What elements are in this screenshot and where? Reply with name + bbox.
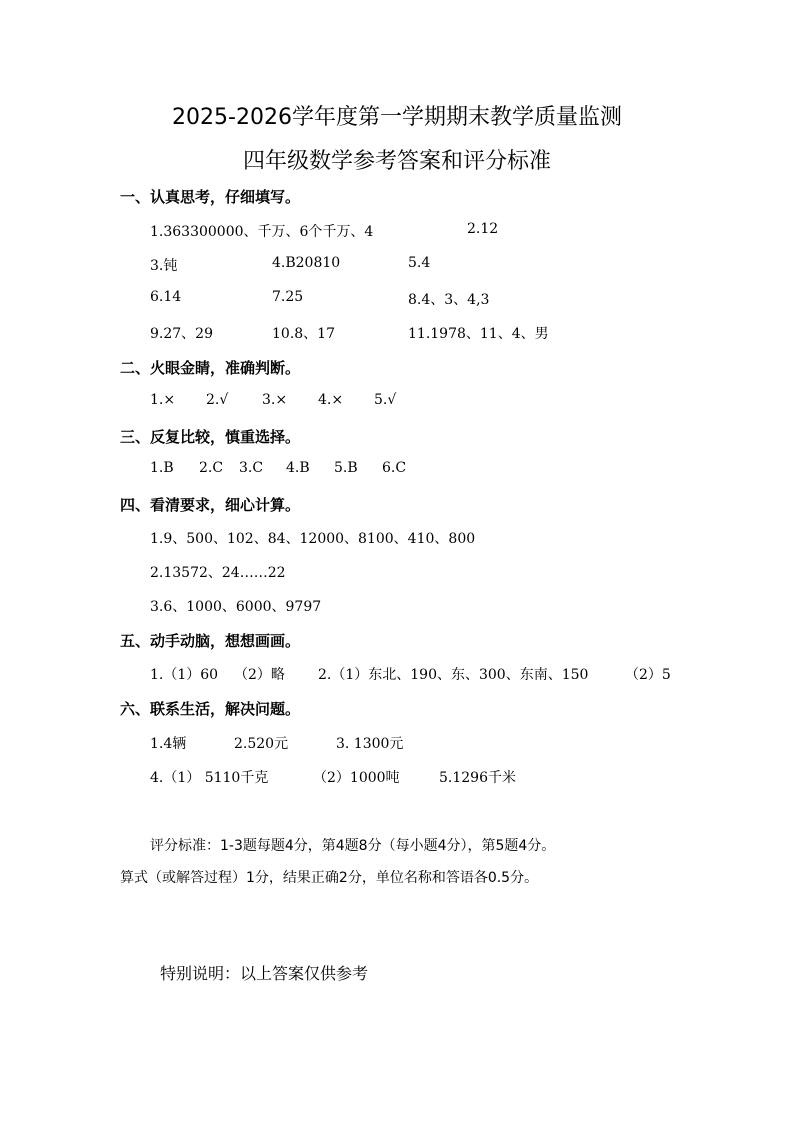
answer-2-2: 2.√ — [206, 392, 229, 408]
answer-6-4-2: （2）1000吨 — [313, 770, 400, 786]
answer-4-1: 1.9、500、102、84、12000、8100、410、800 — [150, 531, 476, 547]
answer-3-6: 6.C — [382, 460, 407, 476]
answer-1-5: 5.4 — [408, 255, 431, 271]
answer-6-1: 1.4辆 — [150, 736, 187, 752]
answer-1-11: 11.1978、11、4、男 — [408, 326, 549, 342]
answer-1-1: 1.363300000、千万、6个千万、4 — [150, 224, 374, 240]
answer-1-4: 4.B20810 — [272, 255, 341, 271]
section-1-heading: 一、认真思考，仔细填写。 — [120, 188, 301, 206]
answer-3-4: 4.B — [286, 460, 310, 476]
section-5-heading: 五、动手动脑，想想画画。 — [120, 632, 301, 650]
document-subtitle: 四年级数学参考答案和评分标准 — [242, 149, 551, 174]
scoring-line-1: 评分标准：1-3题每题4分，第4题8分（每小题4分），第5题4分。 — [150, 838, 556, 854]
section-4-heading: 四、看清要求，细心计算。 — [120, 496, 301, 514]
section-3-heading: 三、反复比较，慎重选择。 — [120, 428, 301, 446]
answer-3-3: 3.C — [239, 460, 264, 476]
answer-3-5: 5.B — [334, 460, 358, 476]
answer-2-5: 5.√ — [374, 392, 397, 408]
answer-2-3: 3.× — [262, 392, 288, 408]
answer-4-2: 2.13572、24……22 — [150, 565, 286, 581]
scoring-line-2: 算式（或解答过程）1分，结果正确2分，单位名称和答语各0.5分。 — [120, 870, 539, 886]
answer-6-4-1: 4.（1） 5110千克 — [150, 770, 269, 786]
answer-5-2-2: （2）5 — [625, 667, 671, 683]
answer-1-2: 2.12 — [467, 221, 499, 237]
special-note: 特别说明：以上答案仅供参考 — [160, 964, 369, 983]
answer-5-1-1: 1.（1）60 — [150, 667, 219, 683]
answer-6-3: 3. 1300元 — [336, 736, 404, 752]
answer-6-2: 2.520元 — [234, 736, 289, 752]
answer-1-7: 7.25 — [272, 289, 304, 305]
answer-1-8: 8.4、3、4,3 — [408, 292, 490, 308]
answer-4-3: 3.6、1000、6000、9797 — [150, 599, 322, 615]
section-2-heading: 二、火眼金睛，准确判断。 — [120, 359, 301, 377]
answer-1-9: 9.27、29 — [150, 326, 213, 342]
answer-3-1: 1.B — [150, 460, 174, 476]
answer-5-2-1: 2.（1）东北、190、东、300、东南、150 — [318, 667, 589, 683]
answer-1-10: 10.8、17 — [272, 326, 335, 342]
answer-1-6: 6.14 — [150, 289, 182, 305]
answer-6-5: 5.1296千米 — [439, 770, 516, 786]
answer-3-2: 2.C — [199, 460, 224, 476]
document-title: 2025-2026学年度第一学期期末教学质量监测 — [172, 105, 622, 130]
section-6-heading: 六、联系生活，解决问题。 — [120, 700, 301, 718]
answer-5-1-2: （2）略 — [234, 667, 285, 683]
answer-2-1: 1.× — [150, 392, 176, 408]
answer-2-4: 4.× — [318, 392, 344, 408]
answer-1-3: 3.钝 — [150, 258, 178, 274]
